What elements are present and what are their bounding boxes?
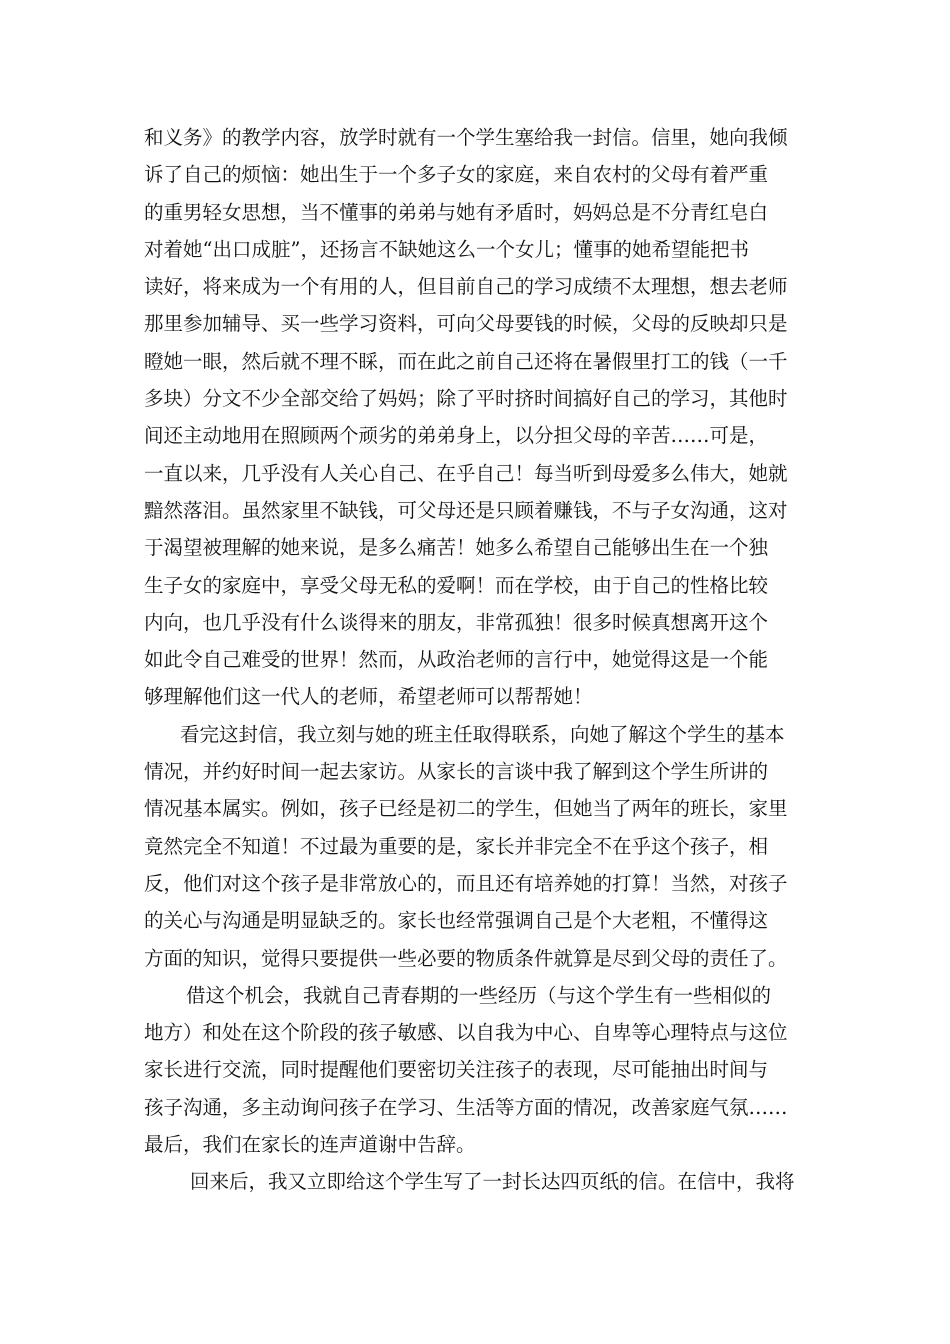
text-line: 反，他们对这个孩子是非常放心的，而且还有培养她的打算！当然，对孩子 bbox=[144, 871, 788, 895]
text-line: 对着她“出口成脏”，还扬言不缺她这么一个女儿；懂事的她希望能把书 bbox=[144, 237, 749, 261]
paragraph-first-line: 借这个机会，我就自己青春期的一些经历（与这个学生有一些相似的 bbox=[186, 983, 772, 1007]
text-line: 于渴望被理解的她来说，是多么痛苦！她多么希望自己能够出生在一个独 bbox=[144, 536, 769, 560]
text-line: 如此令自己难受的世界！然而，从政治老师的言行中，她觉得这是一个能 bbox=[144, 648, 769, 672]
text-line: 最后，我们在家长的连声道谢中告辞。 bbox=[144, 1133, 476, 1157]
text-line: 间还主动地用在照顾两个顽劣的弟弟身上，以分担父母的辛苦……可是， bbox=[144, 424, 769, 448]
text-line: 一直以来，几乎没有人关心自己、在乎自己！每当听到母爱多么伟大，她就 bbox=[144, 461, 788, 485]
text-line: 的关心与沟通是明显缺乏的。家长也经常强调自己是个大老粗，不懂得这 bbox=[144, 909, 769, 933]
text-line: 内向，也几乎没有什么谈得来的朋友，非常孤独！很多时候真想离开这个 bbox=[144, 610, 769, 634]
text-line: 诉了自己的烦恼：她出生于一个多子女的家庭，来自农村的父母有着严重 bbox=[144, 163, 769, 187]
text-line: 黯然落泪。虽然家里不缺钱，可父母还是只顾着赚钱，不与子女沟通，这对 bbox=[144, 498, 788, 522]
paragraph-first-line: 回来后，我又立即给这个学生写了一封长达四页纸的信。在信中，我将 bbox=[190, 1170, 795, 1194]
text-line: 那里参加辅导、买一些学习资料，可向父母要钱的时候，父母的反映却只是 bbox=[144, 312, 788, 336]
text-line: 多块）分文不少全部交给了妈妈；除了平时挤时间搞好自己的学习，其他时 bbox=[144, 387, 788, 411]
text-line: 情况基本属实。例如，孩子已经是初二的学生，但她当了两年的班长，家里 bbox=[144, 797, 788, 821]
text-line: 竟然完全不知道！不过最为重要的是，家长并非完全不在乎这个孩子，相 bbox=[144, 834, 769, 858]
text-line: 和义务》的教学内容，放学时就有一个学生塞给我一封信。信里，她向我倾 bbox=[144, 126, 788, 149]
text-line: 方面的知识，觉得只要提供一些必要的物质条件就算是尽到父母的责任了。 bbox=[144, 946, 788, 970]
text-line: 够理解他们这一代人的老师，希望老师可以帮帮她！ bbox=[144, 685, 593, 709]
text-line: 瞪她一眼，然后就不理不睬，而在此之前自己还将在暑假里打工的钱（一千 bbox=[144, 349, 788, 373]
body-text bbox=[144, 119, 824, 1201]
text-line: 生子女的家庭中，享受父母无私的爱啊！而在学校，由于自己的性格比较 bbox=[144, 573, 769, 597]
text-line: 的重男轻女思想，当不懂事的弟弟与她有矛盾时，妈妈总是不分青红皂白 bbox=[144, 200, 769, 224]
text-line: 家长进行交流，同时提醒他们要密切关注孩子的表现，尽可能抽出时间与 bbox=[144, 1058, 769, 1082]
text-line: 地方）和处在这个阶段的孩子敏感、以自我为中心、自卑等心理特点与这位 bbox=[144, 1021, 788, 1045]
text-line: 孩子沟通，多主动询问孩子在学习、生活等方面的情况，改善家庭气氛…… bbox=[144, 1095, 788, 1119]
text-line: 读好，将来成为一个有用的人，但目前自己的学习成绩不太理想，想去老师 bbox=[144, 275, 788, 299]
paragraph-first-line: 看完这封信，我立刻与她的班主任取得联系，向她了解这个学生的基本 bbox=[180, 722, 785, 746]
text-line: 情况，并约好时间一起去家访。从家长的言谈中我了解到这个学生所讲的 bbox=[144, 760, 769, 784]
